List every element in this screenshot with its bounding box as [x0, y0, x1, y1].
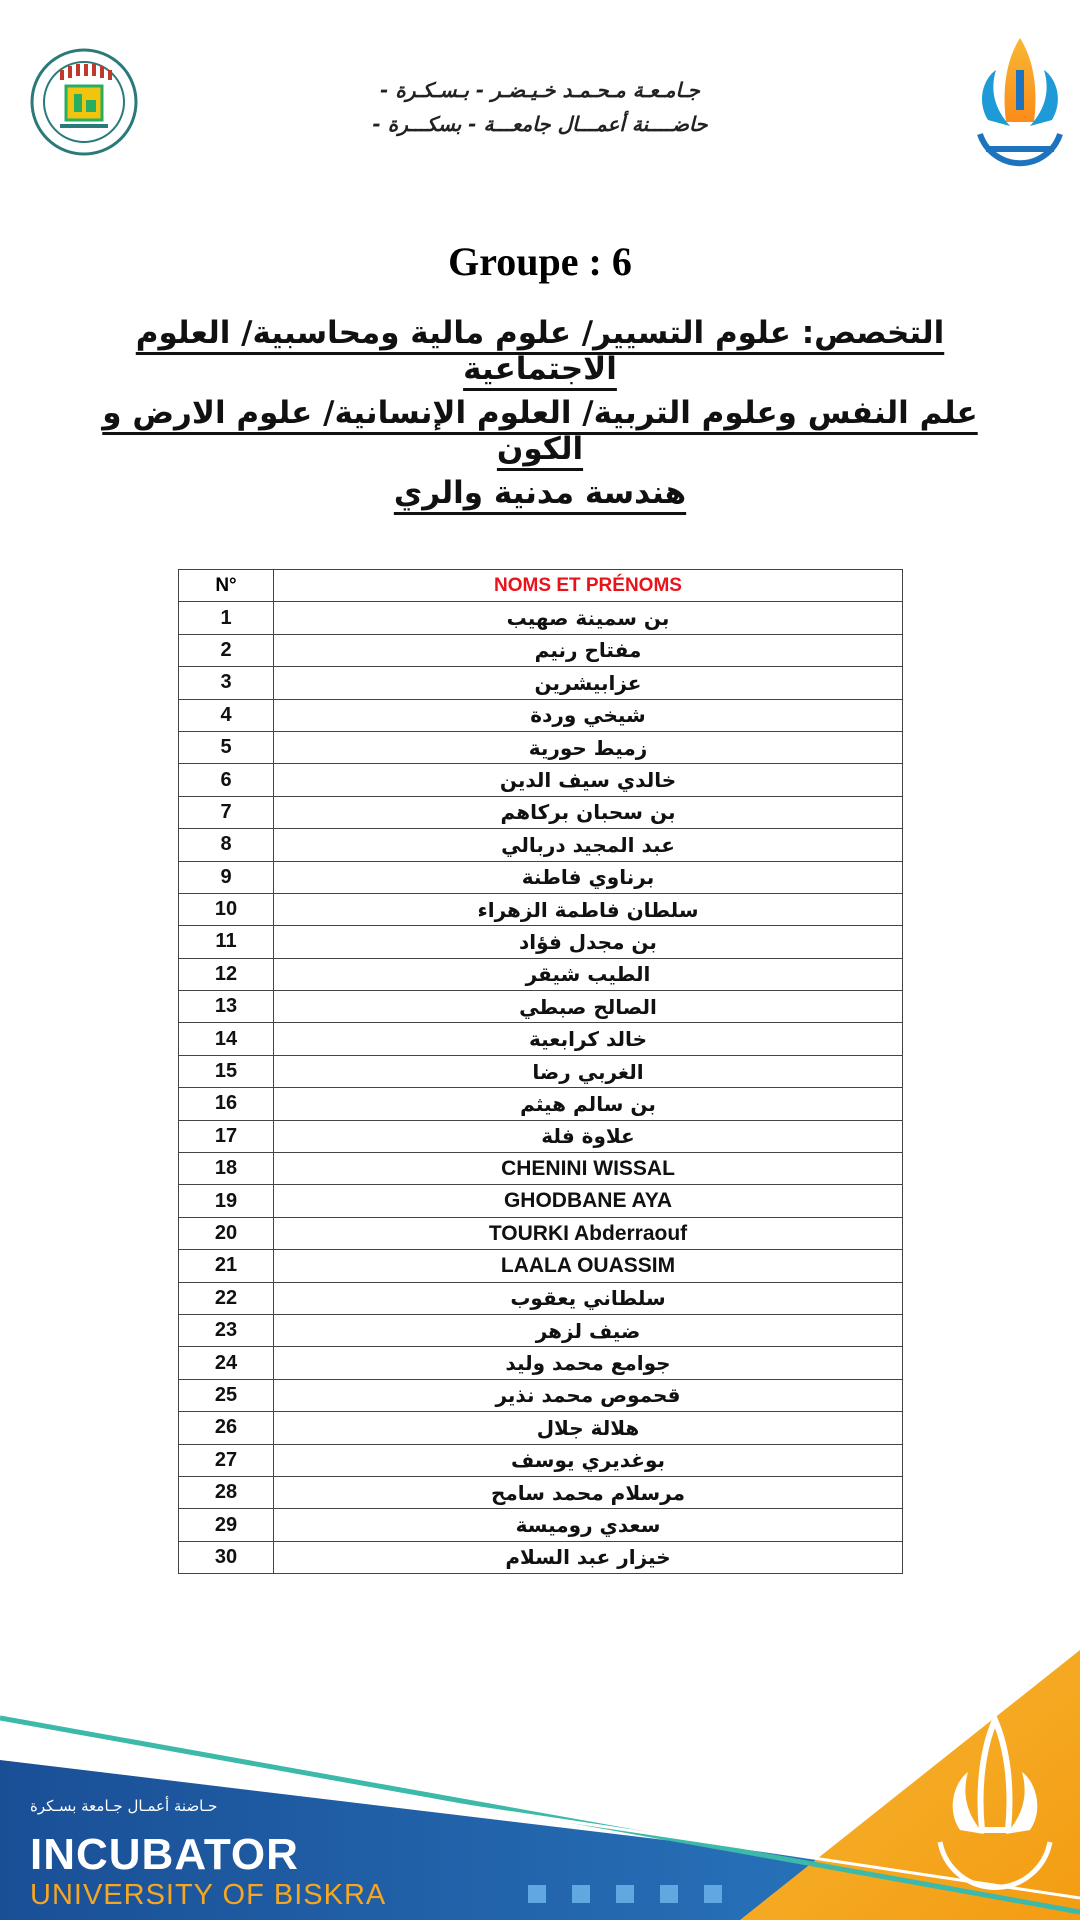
table-row: [179, 861, 903, 893]
row-number: 26: [179, 1412, 274, 1444]
names-table: [178, 569, 903, 1574]
row-number: 20: [179, 1217, 274, 1249]
row-number: 11: [179, 926, 274, 958]
table-row: [179, 1185, 903, 1217]
row-number: 15: [179, 1055, 274, 1087]
row-number: 7: [179, 796, 274, 828]
table-row: [179, 991, 903, 1023]
table-row: [179, 958, 903, 990]
table-row: [179, 1379, 903, 1411]
number-column-header: N°: [179, 570, 274, 602]
university-name: جـامـعـة مـحـمـد خـيـضـر - بـسـكـرة -: [380, 78, 700, 102]
row-number: 12: [179, 958, 274, 990]
table-body: [179, 602, 903, 1574]
table-row: [179, 764, 903, 796]
footer-squares-decoration: [528, 1885, 748, 1905]
row-name: الغربي رضا: [274, 1055, 903, 1087]
row-name: جوامع محمد وليد: [274, 1347, 903, 1379]
table-row: [179, 1282, 903, 1314]
table-row: [179, 893, 903, 925]
row-name: هلالة جلال: [274, 1412, 903, 1444]
table-row: [179, 1444, 903, 1476]
footer-arabic-caption: حـاضنة أعمـال جـامعة بسـكرة: [30, 1797, 218, 1815]
row-name: زميط حورية: [274, 731, 903, 763]
row-number: 1: [179, 602, 274, 634]
row-name: شيخي وردة: [274, 699, 903, 731]
row-name: سلطاني يعقوب: [274, 1282, 903, 1314]
row-name: علاوة فلة: [274, 1120, 903, 1152]
table-row: [179, 634, 903, 666]
row-name: مرسلام محمد سامح: [274, 1476, 903, 1508]
table-row: [179, 1541, 903, 1573]
row-number: 17: [179, 1120, 274, 1152]
row-number: 27: [179, 1444, 274, 1476]
row-name: GHODBANE AYA: [274, 1185, 903, 1217]
table-row: [179, 1412, 903, 1444]
row-number: 3: [179, 667, 274, 699]
table-row: [179, 1055, 903, 1087]
table-row: [179, 731, 903, 763]
footer-university-wordmark: UNIVERSITY OF BISKRA: [30, 1879, 387, 1911]
row-name: ضيف لزهر: [274, 1314, 903, 1346]
row-name: الصالح صبطي: [274, 991, 903, 1023]
row-name: TOURKI Abderraouf: [274, 1217, 903, 1249]
specialization-line-1: التخصص: علوم التسيير/ علوم مالية ومحاسبية/ العلوم الاجتماعية: [135, 315, 945, 387]
row-name: بن مجدل فؤاد: [274, 926, 903, 958]
row-name: سلطان فاطمة الزهراء: [274, 893, 903, 925]
row-name: LAALA OUASSIM: [274, 1250, 903, 1282]
row-number: 5: [179, 731, 274, 763]
row-name: بن سحبان بركاهم: [274, 796, 903, 828]
incubator-footer-logo: [920, 1710, 1070, 1910]
table-row: [179, 699, 903, 731]
table-row: [179, 1347, 903, 1379]
row-name: برناوي فاطنة: [274, 861, 903, 893]
table-row: [179, 829, 903, 861]
row-number: 4: [179, 699, 274, 731]
row-number: 18: [179, 1153, 274, 1185]
row-number: 22: [179, 1282, 274, 1314]
row-name: بن سمينة صهيب: [274, 602, 903, 634]
row-number: 13: [179, 991, 274, 1023]
table-row: [179, 1088, 903, 1120]
row-number: 24: [179, 1347, 274, 1379]
university-seal-logo: [30, 48, 138, 156]
row-number: 21: [179, 1250, 274, 1282]
table-row: [179, 1314, 903, 1346]
row-name: خالدي سيف الدين: [274, 764, 903, 796]
row-number: 8: [179, 829, 274, 861]
row-name: عزابيشرين: [274, 667, 903, 699]
group-title: Groupe : 6: [448, 239, 632, 284]
row-name: بن سالم هيثم: [274, 1088, 903, 1120]
row-number: 14: [179, 1023, 274, 1055]
table-row: [179, 796, 903, 828]
incubator-university-logo: [966, 30, 1074, 180]
row-name: خيزار عبد السلام: [274, 1541, 903, 1573]
table-row: [179, 602, 903, 634]
row-name: خالد كرابعية: [274, 1023, 903, 1055]
row-name: قحموص محمد نذير: [274, 1379, 903, 1411]
row-number: 28: [179, 1476, 274, 1508]
table-row: [179, 926, 903, 958]
specialization-line-3: هندسة مدنية والري: [393, 475, 687, 511]
row-number: 23: [179, 1314, 274, 1346]
row-number: 19: [179, 1185, 274, 1217]
footer-incubator-wordmark: INCUBATOR: [30, 1830, 299, 1879]
row-number: 25: [179, 1379, 274, 1411]
table-row: [179, 1153, 903, 1185]
row-number: 9: [179, 861, 274, 893]
table-row: [179, 1120, 903, 1152]
row-number: 30: [179, 1541, 274, 1573]
row-number: 29: [179, 1509, 274, 1541]
table-row: [179, 1250, 903, 1282]
row-name: سعدي روميسة: [274, 1509, 903, 1541]
row-number: 6: [179, 764, 274, 796]
row-name: مفتاح رنيم: [274, 634, 903, 666]
table-row: [179, 1023, 903, 1055]
table-row: [179, 1217, 903, 1249]
row-name: بوغديري يوسف: [274, 1444, 903, 1476]
names-column-header: NOMS ET PRÉNOMS: [274, 570, 903, 602]
table-row: [179, 1476, 903, 1508]
row-name: الطيب شيقر: [274, 958, 903, 990]
row-number: 16: [179, 1088, 274, 1120]
row-number: 10: [179, 893, 274, 925]
table-row: [179, 667, 903, 699]
row-number: 2: [179, 634, 274, 666]
table-row: [179, 1509, 903, 1541]
incubator-name: حاضــــنة أعمـــال جامعـــة - بسكـــرة -: [372, 112, 708, 136]
row-name: عبد المجيد دربالي: [274, 829, 903, 861]
specialization-line-2: علم النفس وعلوم التربية/ العلوم الإنسانية/ علوم الارض و الكون: [102, 395, 978, 467]
row-name: CHENINI WISSAL: [274, 1153, 903, 1185]
table-header-row: [179, 570, 903, 602]
